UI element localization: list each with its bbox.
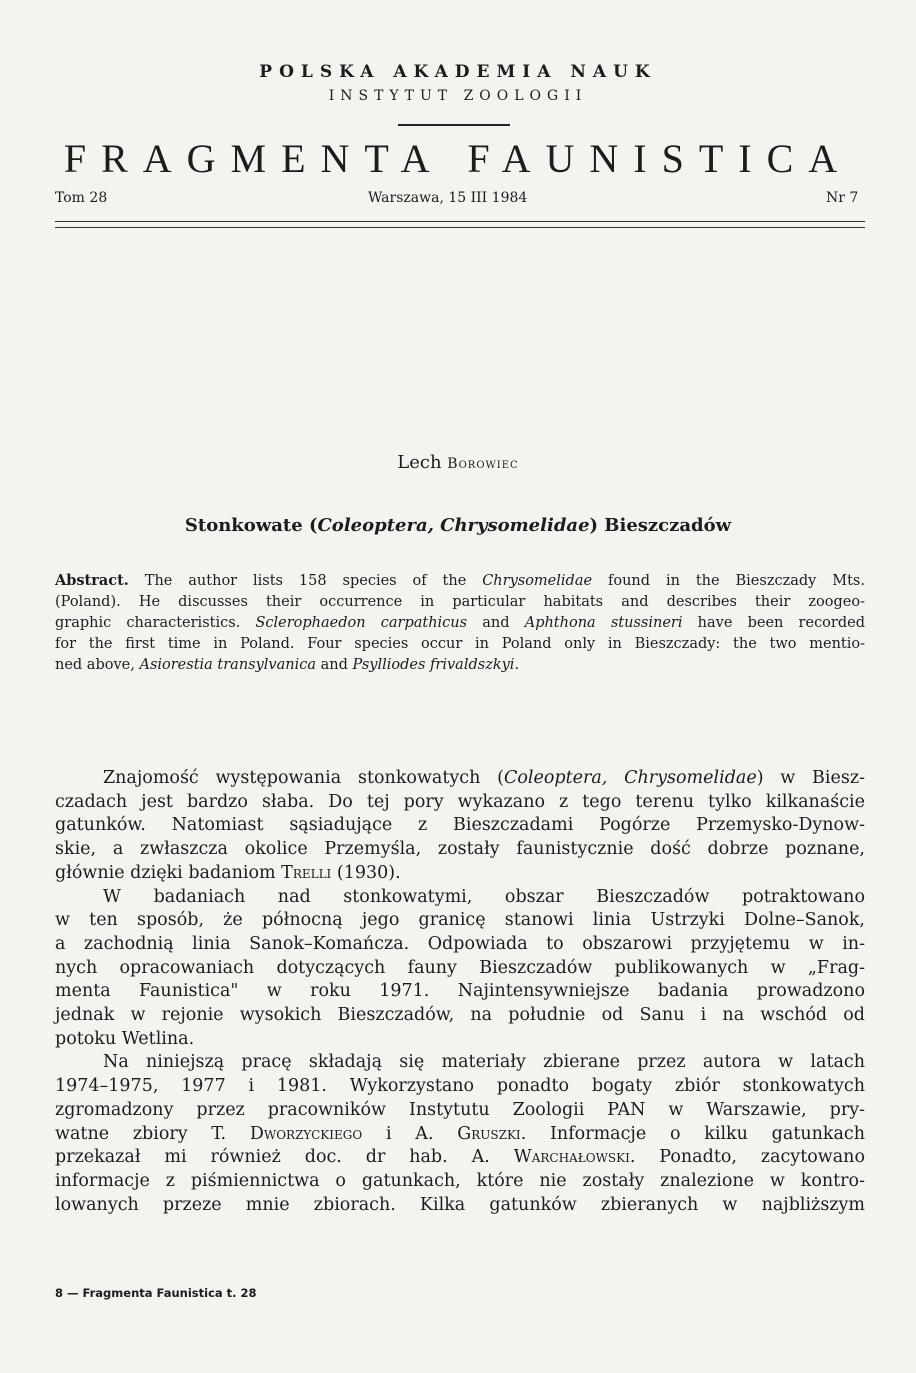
- header-double-rule: [55, 221, 865, 228]
- abstract-text: found in the Bieszczady Mts.: [592, 573, 865, 589]
- abstract-text: ned above,: [55, 657, 140, 673]
- article-title: [0, 515, 916, 536]
- abstract-taxon: Asiorestia transylvanica: [139, 657, 317, 673]
- signature-footer: 8 — Fragmenta Faunistica t. 28: [55, 1286, 257, 1300]
- body-line: [55, 767, 865, 791]
- abstract-text: .: [514, 657, 520, 673]
- abstract-line: [55, 613, 865, 634]
- abstract-line: [55, 570, 865, 592]
- body-line: skie, a zwłaszcza okolice Przemyśla, zostały faunistycznie dość dobrze poznane,: [55, 839, 865, 860]
- body-text-run: ) w Biesz-: [756, 768, 865, 788]
- header-short-rule: [398, 124, 510, 126]
- body-text-run: . Informacje o kilku gatunkach: [520, 1123, 865, 1144]
- body-line: gatunków. Natomiast sąsiadujące z Bieszczadami Pogórze Przemysko-Dynow-: [55, 815, 865, 836]
- body-line: jednak w rejonie wysokich Bieszczadów, na południe od Sanu i na wschód od: [55, 1005, 865, 1026]
- title-taxon: Coleoptera, Chrysomelidae: [317, 515, 590, 536]
- body-line: W badaniach nad stonkowatymi, obszar Bieszczadów potraktowano: [103, 886, 865, 907]
- title-pre: Stonkowate (: [184, 515, 318, 536]
- body-text-run: watne zbiory T.: [55, 1123, 250, 1144]
- body-line: [55, 862, 865, 886]
- cited-author: Warchałowski: [513, 1147, 630, 1168]
- body-text-run: Znajomość występowania stonkowatych (: [103, 768, 504, 788]
- body-line: [55, 1146, 865, 1170]
- abstract-text: and: [467, 615, 525, 631]
- body-line: potoku Wetlina.: [55, 1028, 195, 1049]
- issue-number: Nr 7: [826, 190, 859, 206]
- body-text-run: przekazał mi również doc. dr hab. A.: [55, 1147, 514, 1168]
- body-text-run: głównie dzięki badaniom: [55, 862, 282, 883]
- abstract: [55, 570, 865, 676]
- body-line: [55, 1123, 865, 1147]
- body-line: menta Faunistica" w roku 1971. Najintensywniejsze badania prowadzono: [55, 981, 865, 1002]
- body-line: a zachodnią linia Sanok–Komańcza. Odpowiada to obszarowi przyjętemu w in-: [55, 933, 865, 954]
- author-name: [0, 452, 916, 473]
- journal-title: FRAGMENTA FAUNISTICA: [63, 136, 853, 181]
- body-text: [55, 767, 865, 1217]
- body-line: 1974–1975, 1977 i 1981. Wykorzystano ponadto bogaty zbiór stonkowatych: [55, 1076, 865, 1097]
- body-text-run: (1930).: [331, 862, 401, 883]
- body-line: czadach jest bardzo słaba. Do tej pory wykazano z tego terenu tylko kilkanaście: [55, 791, 865, 812]
- abstract-line: [55, 655, 865, 676]
- abstract-text: graphic characteristics.: [55, 615, 256, 631]
- abstract-label: Abstract.: [55, 572, 129, 589]
- abstract-line: for the first time in Poland. Four species occur in Poland only in Bieszczady: the two mentio-: [55, 636, 865, 652]
- abstract-taxon: Psylliodes frivaldszkyi: [352, 657, 515, 673]
- author-last-name: Borowiec: [447, 456, 519, 472]
- cited-author: Dworzyckiego: [249, 1123, 363, 1144]
- cited-author: Trelli: [281, 862, 332, 883]
- body-text-run: . Ponadto, zacytowano: [629, 1147, 865, 1168]
- body-line: lowanych przeze mnie zbiorach. Kilka gatunków zbieranych w najbliższym: [55, 1194, 865, 1215]
- volume-label: Tom 28: [55, 190, 108, 206]
- body-text-run: i A.: [362, 1123, 458, 1144]
- abstract-line: (Poland). He discusses their occurrence in particular habitats and describes their zoogeo-: [55, 594, 865, 610]
- abstract-taxon: Aphthona stussineri: [524, 615, 683, 631]
- academy-name: POLSKA AKADEMIA NAUK: [259, 62, 657, 82]
- body-line: w ten sposób, że północną jego granicę stanowi linia Ustrzyki Dolne–Sanok,: [55, 910, 865, 931]
- abstract-text: have been recorded: [682, 615, 865, 631]
- abstract-taxon: Sclerophaedon carpathicus: [255, 615, 468, 631]
- institute-name: INSTYTUT ZOOLOGII: [328, 88, 588, 104]
- title-post: ) Bieszczadów: [589, 515, 732, 536]
- author-first-name: Lech: [397, 452, 442, 473]
- place-date: Warszawa, 15 III 1984: [368, 190, 528, 206]
- body-line: Na niniejszą pracę składają się materiały zbierane przez autora w latach: [103, 1052, 865, 1073]
- body-line: zgromadzony przez pracowników Instytutu Zoologii PAN w Warszawie, pry-: [55, 1099, 865, 1120]
- abstract-text: The author lists 158 species of the: [128, 573, 483, 589]
- body-line: nych opracowaniach dotyczących fauny Bieszczadów publikowanych w „Frag-: [55, 957, 865, 978]
- body-line: informacje z piśmiennictwa o gatunkach, które nie zostały znalezione w kontro-: [55, 1170, 865, 1191]
- abstract-taxon: Chrysomelidae: [482, 573, 593, 589]
- abstract-text: and: [316, 657, 353, 673]
- cited-author: Gruszki: [457, 1123, 521, 1144]
- body-taxon: Coleoptera, Chrysomelidae: [503, 768, 757, 788]
